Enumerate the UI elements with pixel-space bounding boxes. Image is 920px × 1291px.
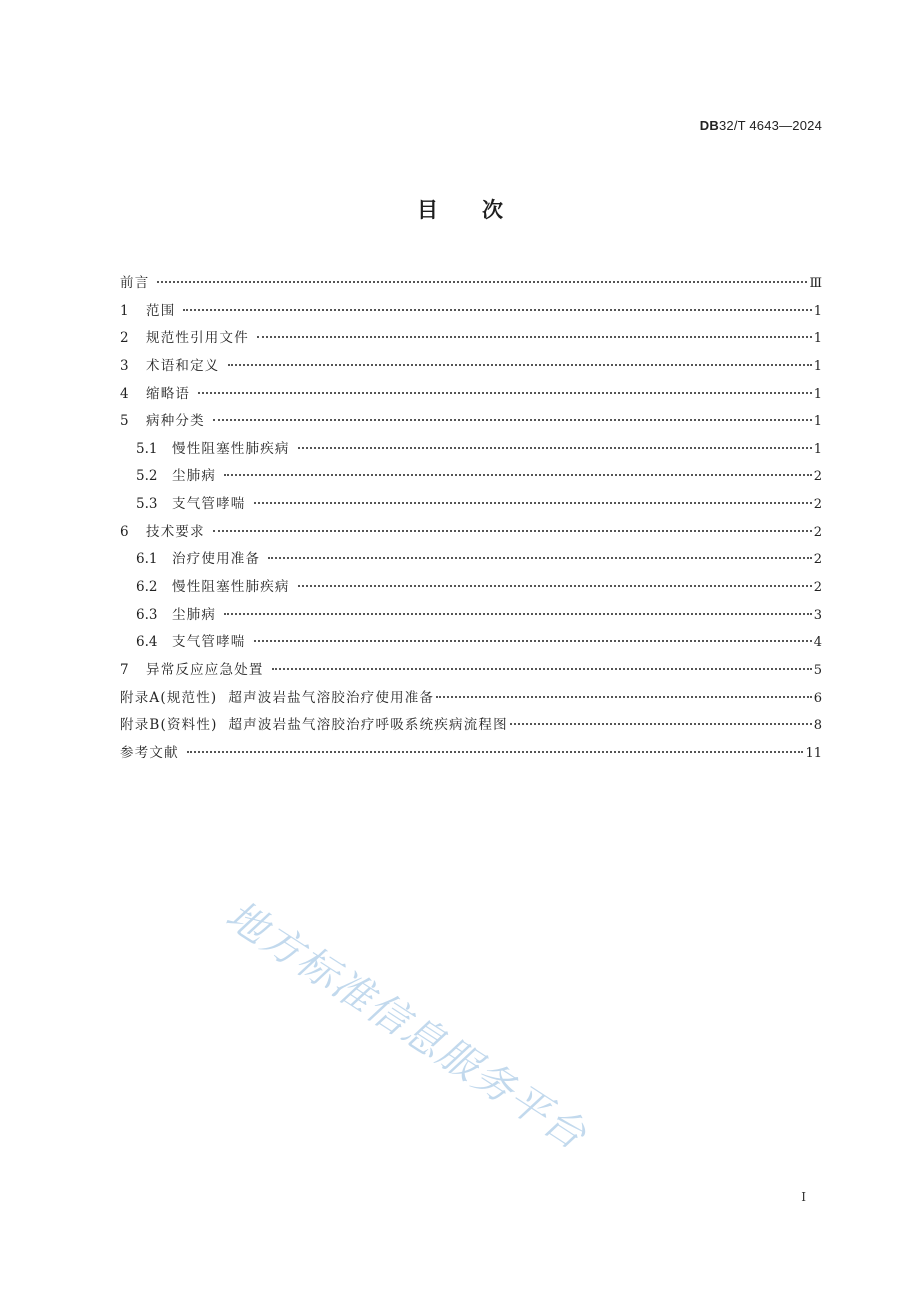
toc-entry-title: 慢性阻塞性肺疾病 bbox=[172, 579, 290, 596]
toc-entry-number: 5 bbox=[120, 413, 129, 430]
toc-entry-6-1[interactable] bbox=[120, 546, 822, 574]
table-of-contents bbox=[120, 270, 822, 768]
toc-entry-title: 尘肺病 bbox=[172, 606, 217, 623]
page-title bbox=[0, 194, 920, 224]
dot-leader bbox=[187, 751, 804, 753]
dot-leader bbox=[254, 640, 812, 642]
page-number: I bbox=[801, 1190, 806, 1204]
dot-leader bbox=[198, 392, 812, 394]
toc-entry-number: 5.2 bbox=[136, 468, 158, 485]
toc-entry-6-3[interactable] bbox=[120, 602, 822, 630]
dot-leader bbox=[224, 613, 812, 615]
toc-entry-title: 支气管哮喘 bbox=[172, 496, 246, 513]
toc-entry-title: 附录A(规范性) 超声波岩盐气溶胶治疗使用准备 bbox=[120, 689, 435, 706]
toc-entry-title: 前言 bbox=[120, 275, 150, 291]
toc-entry-page: 2 bbox=[813, 497, 822, 513]
toc-entry-normative-references[interactable] bbox=[120, 325, 822, 353]
dot-leader bbox=[436, 696, 812, 698]
title-char-1: 目 bbox=[417, 198, 438, 222]
toc-entry-page: 1 bbox=[813, 414, 822, 430]
toc-entry-5-2[interactable] bbox=[120, 463, 822, 491]
toc-entry-5-1[interactable] bbox=[120, 436, 822, 464]
toc-entry-title: 慢性阻塞性肺疾病 bbox=[172, 440, 290, 457]
toc-entry-number: 6.1 bbox=[136, 551, 158, 568]
toc-entry-title: 技术要求 bbox=[146, 523, 205, 540]
dot-leader bbox=[228, 364, 812, 366]
dot-leader bbox=[268, 557, 812, 559]
toc-entry-page: 2 bbox=[813, 580, 822, 596]
toc-entry-number: 1 bbox=[120, 302, 129, 319]
toc-entry-technical-requirements[interactable] bbox=[120, 519, 822, 547]
standard-prefix: DB bbox=[699, 118, 719, 133]
toc-entry-number: 4 bbox=[120, 385, 129, 402]
dot-leader bbox=[183, 309, 811, 311]
toc-entry-emergency-handling[interactable] bbox=[120, 657, 822, 685]
toc-entry-page: Ⅲ bbox=[809, 276, 822, 291]
toc-entry-title: 尘肺病 bbox=[172, 468, 217, 485]
toc-entry-number: 3 bbox=[120, 357, 129, 374]
toc-entry-page: 1 bbox=[813, 331, 822, 347]
toc-entry-number: 5.1 bbox=[136, 440, 158, 457]
toc-entry-terms[interactable] bbox=[120, 353, 822, 381]
toc-entry-title: 支气管哮喘 bbox=[172, 634, 246, 651]
toc-entry-abbreviations[interactable] bbox=[120, 381, 822, 409]
dot-leader bbox=[254, 502, 812, 504]
toc-entry-page: 3 bbox=[813, 607, 822, 623]
toc-entry-appendix-b[interactable] bbox=[120, 712, 822, 740]
standard-code: 32/T 4643—2024 bbox=[718, 118, 822, 133]
dot-leader bbox=[213, 419, 812, 421]
toc-entry-number: 6.4 bbox=[136, 634, 158, 651]
toc-entry-page: 5 bbox=[813, 662, 822, 678]
dot-leader bbox=[257, 336, 812, 338]
dot-leader bbox=[213, 530, 812, 532]
toc-entry-page: 1 bbox=[813, 386, 822, 402]
dot-leader bbox=[157, 281, 807, 283]
toc-entry-title: 病种分类 bbox=[146, 413, 205, 430]
toc-entry-6-2[interactable] bbox=[120, 574, 822, 602]
toc-entry-number: 2 bbox=[120, 330, 129, 347]
toc-entry-number: 5.3 bbox=[136, 496, 158, 513]
toc-entry-preface[interactable] bbox=[120, 270, 822, 298]
toc-entry-appendix-a[interactable] bbox=[120, 685, 822, 713]
toc-entry-page: 6 bbox=[813, 690, 822, 706]
toc-entry-title: 规范性引用文件 bbox=[146, 330, 249, 347]
toc-entry-5-3[interactable] bbox=[120, 491, 822, 519]
dot-leader bbox=[272, 668, 812, 670]
toc-entry-page: 2 bbox=[813, 552, 822, 568]
toc-entry-page: 4 bbox=[813, 635, 822, 651]
toc-entry-page: 1 bbox=[813, 303, 822, 319]
toc-entry-title: 异常反应应急处置 bbox=[146, 661, 264, 678]
toc-entry-number: 7 bbox=[120, 661, 129, 678]
toc-entry-title: 范围 bbox=[146, 302, 176, 319]
toc-entry-scope[interactable] bbox=[120, 298, 822, 326]
dot-leader bbox=[224, 474, 812, 476]
watermark-text: 地方标准信息服务平台 bbox=[217, 892, 595, 1160]
toc-entry-number: 6.2 bbox=[136, 579, 158, 596]
toc-entry-page: 1 bbox=[813, 358, 822, 374]
toc-entry-6-4[interactable] bbox=[120, 629, 822, 657]
dot-leader bbox=[510, 723, 812, 725]
toc-entry-title: 术语和定义 bbox=[146, 357, 220, 374]
dot-leader bbox=[298, 447, 812, 449]
toc-entry-number: 6 bbox=[120, 523, 129, 540]
toc-entry-number: 6.3 bbox=[136, 606, 158, 623]
dot-leader bbox=[298, 585, 812, 587]
standard-number bbox=[700, 118, 822, 133]
toc-entry-references[interactable] bbox=[120, 740, 822, 768]
title-char-2: 次 bbox=[482, 198, 503, 222]
toc-entry-title: 附录B(资料性) 超声波岩盐气溶胶治疗呼吸系统疾病流程图 bbox=[120, 717, 508, 734]
toc-entry-title: 缩略语 bbox=[146, 385, 191, 402]
toc-entry-page: 2 bbox=[813, 524, 822, 540]
toc-entry-title: 治疗使用准备 bbox=[172, 551, 261, 568]
toc-entry-page: 8 bbox=[813, 718, 822, 734]
toc-entry-page: 1 bbox=[813, 441, 822, 457]
toc-entry-title: 参考文献 bbox=[120, 744, 179, 761]
toc-entry-disease-classification[interactable] bbox=[120, 408, 822, 436]
toc-entry-page: 11 bbox=[805, 745, 822, 761]
toc-entry-page: 2 bbox=[813, 469, 822, 485]
